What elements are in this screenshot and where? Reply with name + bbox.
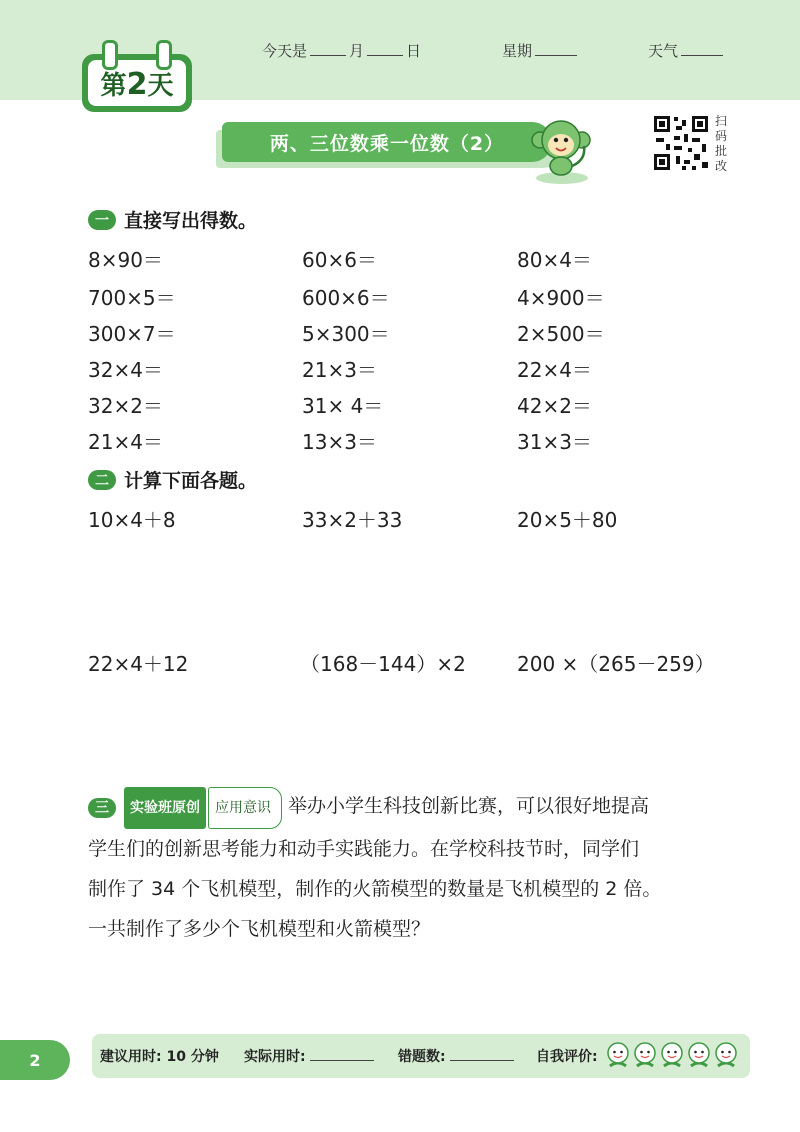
- self-eval-rating: [606, 1040, 738, 1070]
- section2-heading: 二 计算下面各题。: [88, 466, 257, 493]
- oral-question: 700×5＝: [88, 286, 176, 310]
- calc-question: 10×4＋8: [88, 508, 176, 532]
- oral-question: 31×3＝: [517, 430, 592, 454]
- section1-heading: 一 直接写出得数。: [88, 206, 257, 233]
- smiley-flower-icon[interactable]: [687, 1040, 711, 1070]
- oral-question: 80×4＝: [517, 248, 592, 272]
- oral-question: 13×3＝: [302, 430, 377, 454]
- monkey-mascot-icon: [526, 116, 596, 186]
- oral-question: 21×3＝: [302, 358, 377, 382]
- weather-field: 天气: [648, 40, 726, 61]
- original-tag: 实验班原创: [124, 787, 206, 829]
- oral-question: 8×90＝: [88, 248, 163, 272]
- oral-question: 22×4＝: [517, 358, 592, 382]
- day-badge: [82, 40, 192, 112]
- actual-time-field: 实际用时:: [244, 1046, 374, 1066]
- lesson-title: 两、三位数乘一位数（2）: [269, 132, 505, 155]
- oral-question: 32×4＝: [88, 358, 163, 382]
- oral-question: 21×4＝: [88, 430, 163, 454]
- oral-question: 600×6＝: [302, 286, 390, 310]
- calc-question: 20×5＋80: [517, 508, 618, 532]
- qr-code-icon: [652, 114, 710, 172]
- smiley-flower-icon[interactable]: [714, 1040, 738, 1070]
- oral-question: 42×2＝: [517, 394, 592, 418]
- date-field: 今天是 月 日: [262, 42, 422, 60]
- calendar-ring-icon: [102, 40, 118, 70]
- problem-line: 学生们的创新思考能力和动手实践能力。在学校科技节时，同学们: [88, 838, 640, 860]
- problem-line: 一共制作了多少个飞机模型和火箭模型？: [88, 918, 431, 940]
- oral-question: 32×2＝: [88, 394, 163, 418]
- problem-line: 举办小学生科技创新比赛，可以很好地提高: [288, 795, 650, 817]
- lesson-title-banner: [222, 122, 552, 162]
- oral-question: 31× 4＝: [302, 394, 384, 418]
- oral-question: 60×6＝: [302, 248, 377, 272]
- section-number-badge: 二: [88, 470, 116, 490]
- suggested-time: 建议用时: 10 分钟: [100, 1049, 219, 1065]
- calc-question: （168－144）×2: [300, 652, 466, 676]
- calc-question: 33×2＋33: [302, 508, 403, 532]
- skill-tag: 应用意识: [208, 787, 282, 829]
- day-label: 第2天: [100, 66, 174, 102]
- section-number-badge: 一: [88, 210, 116, 230]
- oral-question: 5×300＝: [302, 322, 390, 346]
- wrong-count-field: 错题数:: [398, 1046, 514, 1066]
- word-problem: [88, 786, 728, 949]
- calendar-ring-icon: [156, 40, 172, 70]
- calc-question: 22×4＋12: [88, 652, 189, 676]
- self-eval-label: 自我评价:: [536, 1049, 598, 1065]
- weekday-field: 星期: [502, 40, 580, 61]
- page-number: 2: [0, 1040, 70, 1080]
- oral-question: 2×500＝: [517, 322, 605, 346]
- smiley-flower-icon[interactable]: [606, 1040, 630, 1070]
- calc-question: 200 ×（265－259）: [517, 652, 715, 676]
- smiley-flower-icon[interactable]: [660, 1040, 684, 1070]
- smiley-flower-icon[interactable]: [633, 1040, 657, 1070]
- oral-question: 300×7＝: [88, 322, 176, 346]
- section-number-badge: 三: [88, 798, 116, 818]
- qr-label: 扫 码 批 改: [714, 114, 727, 173]
- oral-question: 4×900＝: [517, 286, 605, 310]
- problem-line: 制作了 34 个飞机模型，制作的火箭模型的数量是飞机模型的 2 倍。: [88, 878, 662, 900]
